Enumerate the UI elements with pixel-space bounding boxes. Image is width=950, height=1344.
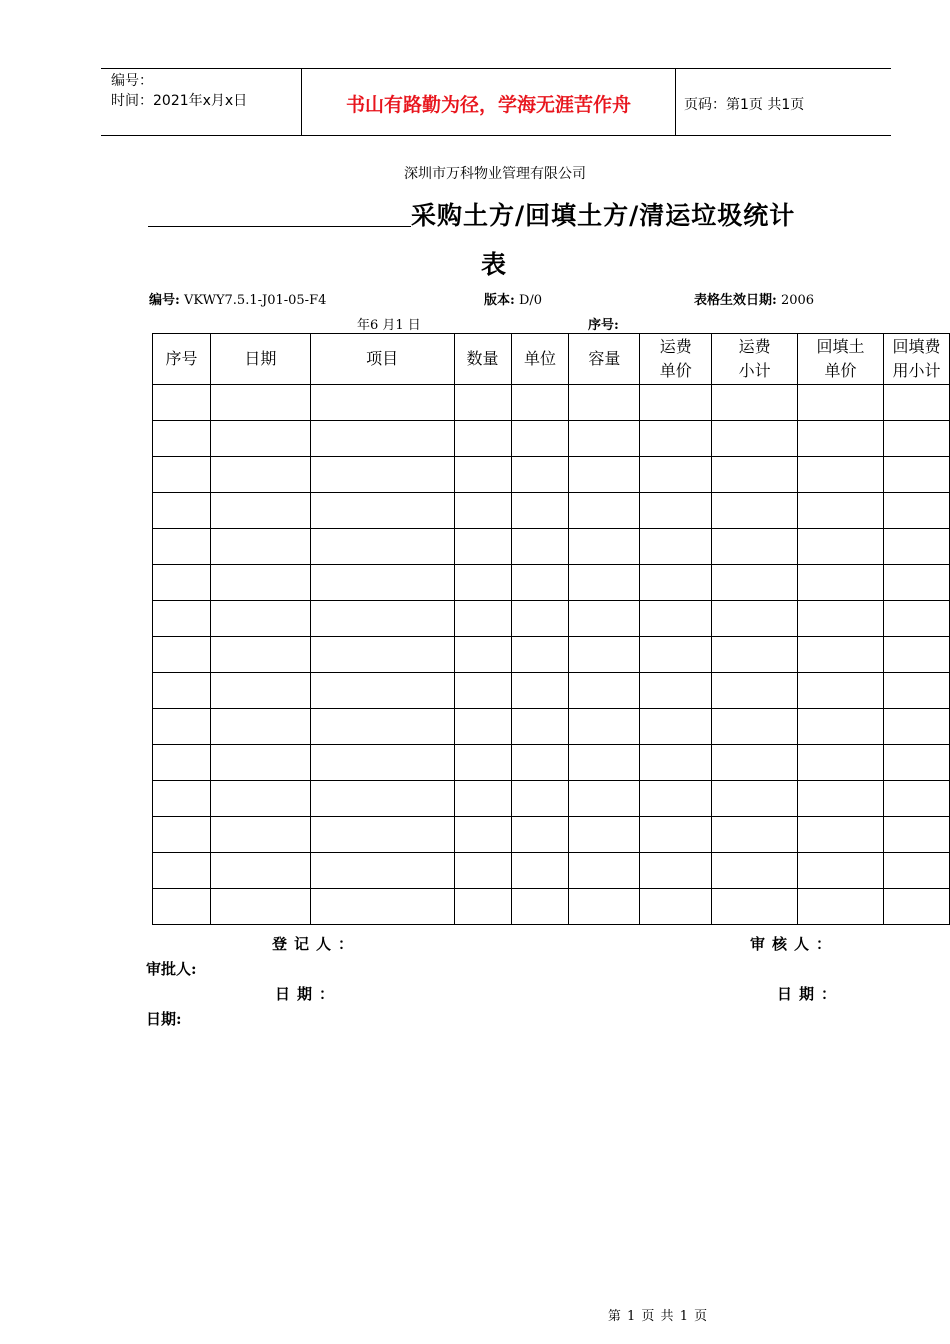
- page-footer: 第 1 页 共 1 页: [607, 1309, 709, 1324]
- table-cell[interactable]: [454, 853, 511, 889]
- table-cell[interactable]: [454, 745, 511, 781]
- table-cell[interactable]: [511, 565, 569, 601]
- table-cell[interactable]: [454, 781, 511, 817]
- header-time-label: 时间：2021年x月x日: [111, 93, 248, 109]
- table-cell[interactable]: [712, 781, 798, 817]
- meta-version-label: 版本:: [484, 293, 515, 308]
- table-cell[interactable]: [712, 853, 798, 889]
- table-cell[interactable]: [712, 385, 798, 421]
- meta-code: [149, 289, 326, 308]
- table-cell[interactable]: [454, 421, 511, 457]
- table-cell[interactable]: [210, 529, 310, 565]
- table-cell[interactable]: [210, 421, 310, 457]
- table-header-row: [153, 334, 950, 385]
- header-slogan: 书山有路勤为径，学海无涯苦作舟: [345, 94, 631, 116]
- reviewer-label: 审核人：: [750, 935, 839, 953]
- table-cell[interactable]: [883, 601, 949, 637]
- table-cell[interactable]: [569, 889, 640, 925]
- table-cell[interactable]: [210, 457, 310, 493]
- title-blank-underline: [148, 226, 411, 227]
- table-cell[interactable]: [569, 637, 640, 673]
- meta-sequence: [588, 314, 619, 333]
- table-cell[interactable]: [569, 745, 640, 781]
- table-cell[interactable]: [712, 457, 798, 493]
- table-cell[interactable]: [798, 781, 884, 817]
- table-cell[interactable]: [883, 385, 949, 421]
- table-cell[interactable]: [310, 889, 454, 925]
- table-cell[interactable]: [712, 601, 798, 637]
- table-cell[interactable]: [310, 745, 454, 781]
- table-row: [153, 781, 950, 817]
- table-row: [153, 385, 950, 421]
- table-cell[interactable]: [798, 457, 884, 493]
- table-row: [153, 673, 950, 709]
- table-row: [153, 853, 950, 889]
- table-cell[interactable]: [310, 637, 454, 673]
- column-header: 单位: [511, 334, 569, 385]
- table-cell[interactable]: [712, 817, 798, 853]
- table-cell[interactable]: [310, 529, 454, 565]
- table-cell[interactable]: [640, 745, 712, 781]
- table-cell[interactable]: [454, 709, 511, 745]
- table-cell[interactable]: [569, 421, 640, 457]
- table-cell[interactable]: [454, 817, 511, 853]
- table-cell[interactable]: [569, 565, 640, 601]
- table-cell[interactable]: [153, 565, 211, 601]
- table-cell[interactable]: [511, 601, 569, 637]
- table-cell[interactable]: [511, 853, 569, 889]
- meta-sequence-label: 序号:: [588, 318, 619, 333]
- table-cell[interactable]: [640, 457, 712, 493]
- table-cell[interactable]: [883, 889, 949, 925]
- meta-version-value: D/0: [514, 293, 543, 308]
- table-row: [153, 529, 950, 565]
- registrar-label: 登记人：: [272, 935, 361, 953]
- table-cell[interactable]: [712, 493, 798, 529]
- header-top-rule: [101, 68, 891, 69]
- table-row: [153, 637, 950, 673]
- table-cell[interactable]: [569, 709, 640, 745]
- table-cell[interactable]: [798, 745, 884, 781]
- table-cell[interactable]: [798, 889, 884, 925]
- column-header: 运费 小计: [712, 334, 798, 385]
- header-page-info: 页码：第1页 共1页: [684, 97, 805, 113]
- table-cell[interactable]: [153, 385, 211, 421]
- table-cell[interactable]: [153, 601, 211, 637]
- table-cell[interactable]: [511, 709, 569, 745]
- table-cell[interactable]: [210, 817, 310, 853]
- header-divider-right: [675, 68, 676, 135]
- statistics-table: [152, 333, 950, 925]
- table-cell[interactable]: [454, 565, 511, 601]
- table-cell[interactable]: [210, 781, 310, 817]
- table-cell[interactable]: [511, 889, 569, 925]
- table-cell[interactable]: [511, 781, 569, 817]
- table-cell[interactable]: [640, 673, 712, 709]
- table-cell[interactable]: [569, 529, 640, 565]
- column-header: 回填费 用小计: [883, 334, 949, 385]
- table-cell[interactable]: [640, 493, 712, 529]
- table-cell[interactable]: [454, 889, 511, 925]
- table-cell[interactable]: [153, 421, 211, 457]
- table-cell[interactable]: [640, 781, 712, 817]
- table-row: [153, 709, 950, 745]
- table-cell[interactable]: [310, 457, 454, 493]
- meta-code-label: 编号:: [149, 293, 180, 308]
- table-cell[interactable]: [511, 673, 569, 709]
- table-cell[interactable]: [310, 781, 454, 817]
- table-cell[interactable]: [883, 493, 949, 529]
- meta-effective-date: [694, 289, 814, 308]
- table-cell[interactable]: [798, 817, 884, 853]
- table-cell[interactable]: [454, 385, 511, 421]
- column-header: 日期: [210, 334, 310, 385]
- table-cell[interactable]: [798, 709, 884, 745]
- table-cell[interactable]: [883, 709, 949, 745]
- table-cell[interactable]: [210, 565, 310, 601]
- column-header: 运费 单价: [640, 334, 712, 385]
- table-cell[interactable]: [310, 817, 454, 853]
- column-header: 项目: [310, 334, 454, 385]
- table-cell[interactable]: [640, 385, 712, 421]
- table-cell[interactable]: [712, 421, 798, 457]
- table-cell[interactable]: [454, 493, 511, 529]
- table-cell[interactable]: [569, 817, 640, 853]
- header-bottom-rule: [101, 135, 891, 136]
- table-row: [153, 493, 950, 529]
- table-cell[interactable]: [798, 493, 884, 529]
- table-cell[interactable]: [640, 637, 712, 673]
- table-cell[interactable]: [454, 529, 511, 565]
- table-cell[interactable]: [640, 817, 712, 853]
- table-cell[interactable]: [210, 853, 310, 889]
- table-cell[interactable]: [310, 385, 454, 421]
- table-cell[interactable]: [640, 889, 712, 925]
- table-cell[interactable]: [883, 853, 949, 889]
- table-cell[interactable]: [640, 421, 712, 457]
- table-cell[interactable]: [883, 529, 949, 565]
- table-cell[interactable]: [798, 421, 884, 457]
- table-cell[interactable]: [511, 421, 569, 457]
- table-cell[interactable]: [640, 709, 712, 745]
- meta-date-continuation: 年6 月1 日: [357, 318, 421, 333]
- column-header: 回填土 单价: [798, 334, 884, 385]
- table-cell[interactable]: [883, 421, 949, 457]
- table-cell[interactable]: [883, 817, 949, 853]
- table-cell[interactable]: [210, 385, 310, 421]
- column-header: 数量: [454, 334, 511, 385]
- table-cell[interactable]: [454, 601, 511, 637]
- table-cell[interactable]: [153, 709, 211, 745]
- table-cell[interactable]: [640, 529, 712, 565]
- table-cell[interactable]: [310, 673, 454, 709]
- table-cell[interactable]: [153, 673, 211, 709]
- table-cell[interactable]: [210, 745, 310, 781]
- table-cell[interactable]: [569, 853, 640, 889]
- table-cell[interactable]: [883, 745, 949, 781]
- meta-effective-label: 表格生效日期:: [694, 293, 777, 308]
- table-cell[interactable]: [511, 529, 569, 565]
- table-cell[interactable]: [798, 673, 884, 709]
- header-code-label: 编号：: [111, 73, 153, 89]
- table-cell[interactable]: [153, 817, 211, 853]
- table-cell[interactable]: [153, 457, 211, 493]
- table-cell[interactable]: [454, 457, 511, 493]
- table-cell[interactable]: [454, 637, 511, 673]
- document-title-line2: 表: [481, 250, 507, 279]
- registrar-date-label: 日期：: [275, 985, 342, 1003]
- table-cell[interactable]: [210, 637, 310, 673]
- table-cell[interactable]: [511, 457, 569, 493]
- approver-label: 审批人:: [146, 960, 197, 978]
- meta-code-value: VKWY7.5.1-J01-05-F4: [179, 293, 327, 308]
- table-cell[interactable]: [511, 493, 569, 529]
- table-cell[interactable]: [712, 637, 798, 673]
- document-title-line1: 采购土方/回填土方/清运垃圾统计: [411, 201, 796, 230]
- table-cell[interactable]: [798, 853, 884, 889]
- meta-effective-value: 2006: [776, 293, 815, 308]
- table-cell[interactable]: [569, 673, 640, 709]
- table-cell[interactable]: [883, 637, 949, 673]
- table-cell[interactable]: [640, 853, 712, 889]
- table-cell[interactable]: [210, 673, 310, 709]
- table-cell[interactable]: [153, 889, 211, 925]
- table-row: [153, 421, 950, 457]
- table-cell[interactable]: [883, 457, 949, 493]
- table-cell[interactable]: [712, 889, 798, 925]
- table-cell[interactable]: [210, 493, 310, 529]
- column-header: 序号: [153, 334, 211, 385]
- company-name: 深圳市万科物业管理有限公司: [404, 166, 586, 182]
- table-cell[interactable]: [712, 565, 798, 601]
- table-cell[interactable]: [883, 673, 949, 709]
- table-cell[interactable]: [569, 385, 640, 421]
- table-row: [153, 565, 950, 601]
- table-cell[interactable]: [569, 493, 640, 529]
- table-cell[interactable]: [569, 781, 640, 817]
- table-cell[interactable]: [153, 781, 211, 817]
- table-row: [153, 817, 950, 853]
- approver-date-label: 日期:: [146, 1010, 182, 1028]
- table-cell[interactable]: [712, 709, 798, 745]
- reviewer-date-label: 日期：: [777, 985, 844, 1003]
- table-cell[interactable]: [798, 565, 884, 601]
- table-cell[interactable]: [712, 529, 798, 565]
- table-cell[interactable]: [153, 853, 211, 889]
- meta-version: [484, 289, 542, 308]
- table-cell[interactable]: [153, 529, 211, 565]
- table-cell[interactable]: [310, 709, 454, 745]
- table-cell[interactable]: [310, 601, 454, 637]
- table-cell[interactable]: [454, 673, 511, 709]
- table-cell[interactable]: [798, 601, 884, 637]
- table-cell[interactable]: [310, 421, 454, 457]
- table-row: [153, 889, 950, 925]
- table-body: [153, 385, 950, 925]
- table-cell[interactable]: [640, 601, 712, 637]
- table-cell[interactable]: [153, 493, 211, 529]
- table-cell[interactable]: [210, 889, 310, 925]
- table-cell[interactable]: [712, 745, 798, 781]
- table-cell[interactable]: [210, 709, 310, 745]
- table-cell[interactable]: [153, 637, 211, 673]
- table-cell[interactable]: [640, 565, 712, 601]
- table-row: [153, 745, 950, 781]
- table-cell[interactable]: [153, 745, 211, 781]
- table-cell[interactable]: [511, 745, 569, 781]
- table-cell[interactable]: [210, 601, 310, 637]
- table-cell[interactable]: [511, 637, 569, 673]
- table-cell[interactable]: [798, 637, 884, 673]
- table-cell[interactable]: [883, 781, 949, 817]
- table-cell[interactable]: [569, 457, 640, 493]
- table-cell[interactable]: [511, 385, 569, 421]
- table-cell[interactable]: [310, 493, 454, 529]
- table-row: [153, 457, 950, 493]
- table-cell[interactable]: [310, 853, 454, 889]
- table-cell[interactable]: [511, 817, 569, 853]
- table-cell[interactable]: [798, 385, 884, 421]
- table-cell[interactable]: [569, 601, 640, 637]
- table-cell[interactable]: [310, 565, 454, 601]
- table-cell[interactable]: [798, 529, 884, 565]
- table-cell[interactable]: [712, 673, 798, 709]
- table-cell[interactable]: [883, 565, 949, 601]
- table-row: [153, 601, 950, 637]
- column-header: 容量: [569, 334, 640, 385]
